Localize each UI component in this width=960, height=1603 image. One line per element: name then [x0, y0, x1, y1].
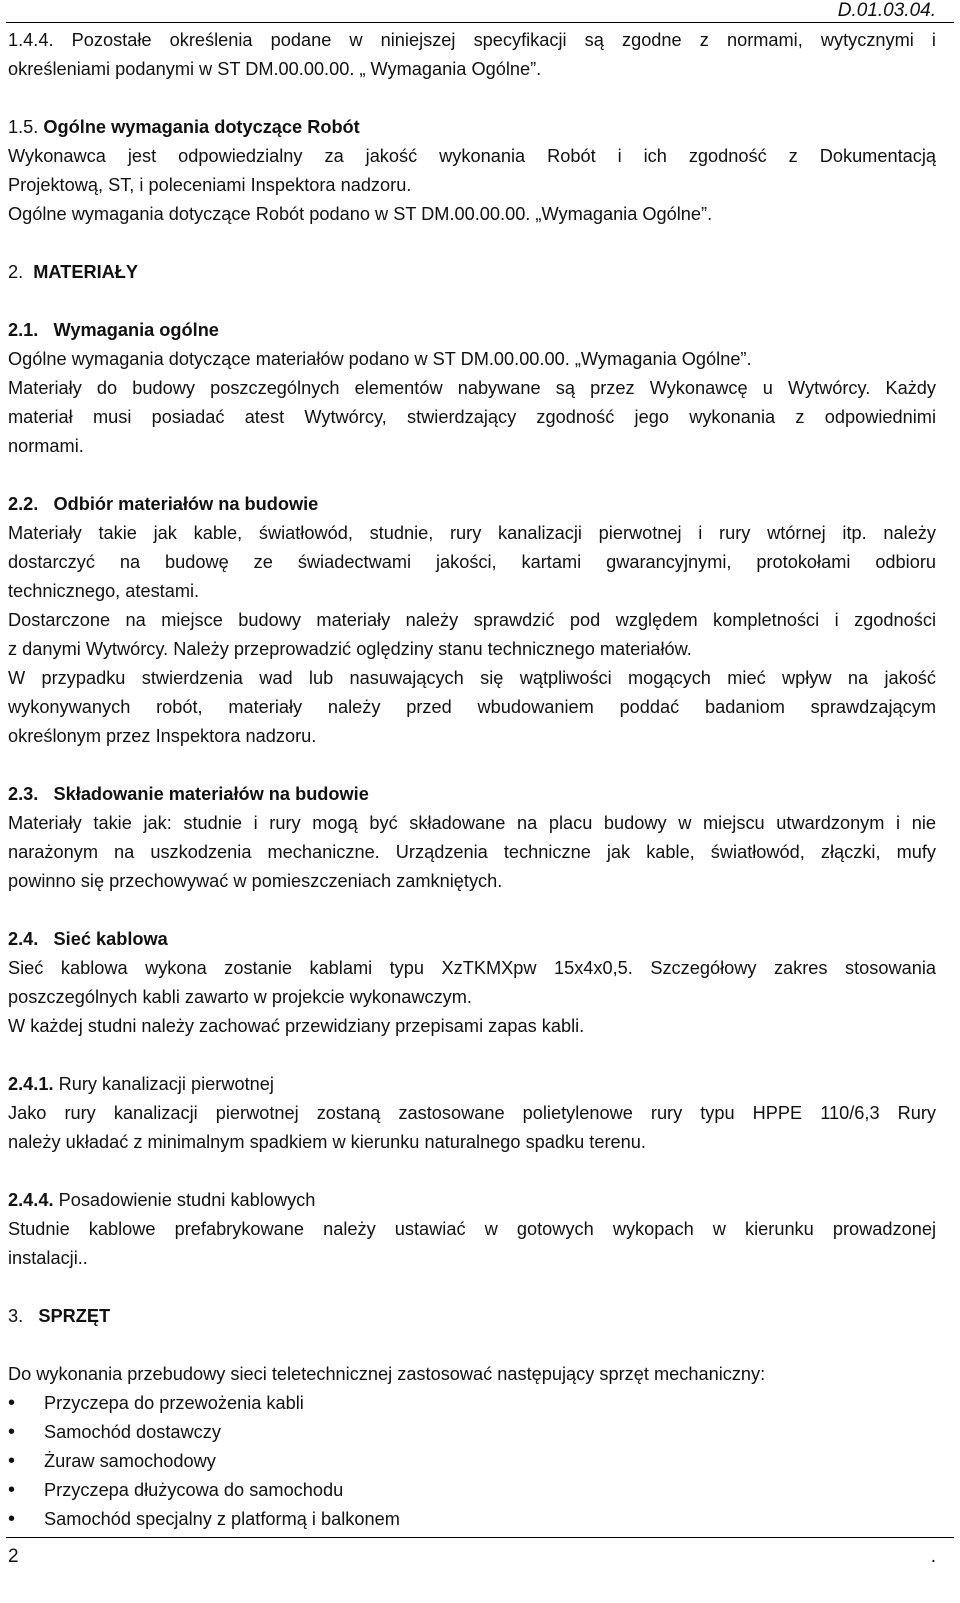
- document-code: D.01.03.04.: [837, 0, 936, 21]
- section-2-4-4-heading: [8, 1186, 936, 1215]
- section-2-1-heading: [8, 316, 936, 345]
- section-3-heading: [8, 1302, 936, 1331]
- paragraph-line: Materiały takie jak kable, światłowód, studnie, rury kanalizacji pierwotnej i rury wtórnej itp. należy: [8, 523, 936, 543]
- section-title: Wymagania ogólne: [53, 320, 219, 340]
- paragraph-line: W każdej studni należy zachować przewidziany przepisami zapas kabli.: [8, 1016, 585, 1036]
- section-title: Ogólne wymagania dotyczące Robót: [43, 117, 360, 137]
- section-title: SPRZĘT: [38, 1306, 111, 1326]
- section-title: Sieć kablowa: [53, 929, 168, 949]
- equipment-intro: Do wykonania przebudowy sieci teletechnicznej zastosować następujący sprzęt mechaniczny:: [8, 1364, 766, 1384]
- section-title: Posadowienie studni kablowych: [58, 1190, 316, 1210]
- paragraph-line: Studnie kablowe prefabrykowane należy ustawiać w gotowych wykopach w kierunku prowadzonej: [8, 1219, 936, 1239]
- section-1-5-heading: [8, 113, 936, 142]
- paragraph-line: Jako rury kanalizacji pierwotnej zostaną zastosowane polietylenowe rury typu HPPE 110/6,3 Rury: [8, 1103, 936, 1123]
- list-item: • Samochód dostawczy: [8, 1418, 936, 1447]
- footer-rule: [6, 1537, 954, 1538]
- list-item: • Przyczepa dłużycowa do samochodu: [8, 1476, 936, 1505]
- section-number: 2.3.: [8, 784, 39, 804]
- section-1-4-4-line-1: [8, 26, 936, 55]
- equipment-list: [8, 1389, 936, 1534]
- section-number: 2.4.: [8, 929, 39, 949]
- list-item: • Samochód specjalny z platformą i balkonem: [8, 1505, 936, 1534]
- paragraph-line: W przypadku stwierdzenia wad lub nasuwających się wątpliwości mogących mieć wpływ na jakość: [8, 668, 936, 688]
- paragraph-line: narażonym na uszkodzenia mechaniczne. Urządzenia techniczne jak kable, światłowód, złączki, mufy: [8, 842, 936, 862]
- paragraph-line: wykonywanych robót, materiały należy przed wbudowaniem poddać badaniom sprawdzającym: [8, 697, 936, 717]
- section-title: MATERIAŁY: [33, 262, 139, 282]
- section-2-heading: [8, 258, 936, 287]
- paragraph-line: Materiały do budowy poszczególnych elementów nabywane są przez Wykonawcę u Wytwórcy. Każdy: [8, 378, 936, 398]
- paragraph-line: technicznego, atestami.: [8, 581, 200, 601]
- section-2-3-heading: [8, 780, 936, 809]
- header-rule: [6, 22, 954, 23]
- paragraph-line: Ogólne wymagania dotyczące Robót podano w ST DM.00.00.00. „Wymagania Ogólne”.: [8, 204, 713, 224]
- paragraph-line: instalacji..: [8, 1248, 88, 1268]
- document-body: [8, 26, 936, 1534]
- section-number: 2.2.: [8, 494, 39, 514]
- paragraph-line: normami.: [8, 436, 84, 456]
- section-2-2-heading: [8, 490, 936, 519]
- list-item: • Żuraw samochodowy: [8, 1447, 936, 1476]
- list-item: • Przyczepa do przewożenia kabli: [8, 1389, 936, 1418]
- footer-mark: .: [930, 1546, 936, 1567]
- section-number: 1.4.4.: [8, 30, 54, 50]
- section-2-4-heading: [8, 925, 936, 954]
- paragraph-text: Pozostałe określenia podane w niniejszej specyfikacji są zgodne z normami, wytycznymi i: [71, 30, 936, 50]
- section-number: 2.4.1.: [8, 1074, 54, 1094]
- paragraph-line: powinno się przechowywać w pomieszczeniach zamkniętych.: [8, 871, 503, 891]
- paragraph-line: Sieć kablowa wykona zostanie kablami typu XzTKMXpw 15x4x0,5. Szczegółowy zakres stosowania: [8, 958, 936, 978]
- section-1-4-4-line-2: określeniami podanymi w ST DM.00.00.00. „ Wymagania Ogólne”.: [8, 59, 542, 79]
- section-2-4-1-heading: [8, 1070, 936, 1099]
- paragraph-line: materiał musi posiadać atest Wytwórcy, stwierdzający zgodność jego wykonania z odpowiednimi: [8, 407, 936, 427]
- section-title: Rury kanalizacji pierwotnej: [58, 1074, 274, 1094]
- paragraph-line: z danymi Wytwórcy. Należy przeprowadzić oględziny stanu technicznego materiałów.: [8, 639, 692, 659]
- section-title: Odbiór materiałów na budowie: [53, 494, 319, 514]
- paragraph-line: poszczególnych kabli zawarto w projekcie wykonawczym.: [8, 987, 472, 1007]
- paragraph-line: Projektową, ST, i poleceniami Inspektora nadzoru.: [8, 175, 412, 195]
- section-number: 1.5.: [8, 117, 39, 137]
- page-number: 2: [8, 1546, 19, 1567]
- section-title: Składowanie materiałów na budowie: [53, 784, 369, 804]
- section-number: 3.: [8, 1306, 24, 1326]
- paragraph-line: należy układać z minimalnym spadkiem w kierunku naturalnego spadku terenu.: [8, 1132, 646, 1152]
- paragraph-line: określonym przez Inspektora nadzoru.: [8, 726, 317, 746]
- section-number: 2.1.: [8, 320, 39, 340]
- section-number: 2.4.4.: [8, 1190, 54, 1210]
- section-number: 2.: [8, 262, 24, 282]
- paragraph-line: Wykonawca jest odpowiedzialny za jakość wykonania Robót i ich zgodność z Dokumentacją: [8, 146, 936, 166]
- paragraph-line: Dostarczone na miejsce budowy materiały należy sprawdzić pod względem kompletności i zgodności: [8, 610, 936, 630]
- paragraph-line: Materiały takie jak: studnie i rury mogą być składowane na placu budowy w miejscu utwardzonym i nie: [8, 813, 936, 833]
- paragraph-line: Ogólne wymagania dotyczące materiałów podano w ST DM.00.00.00. „Wymagania Ogólne”.: [8, 349, 752, 369]
- paragraph-line: dostarczyć na budowę ze świadectwami jakości, kartami gwarancyjnymi, protokołami odbioru: [8, 552, 936, 572]
